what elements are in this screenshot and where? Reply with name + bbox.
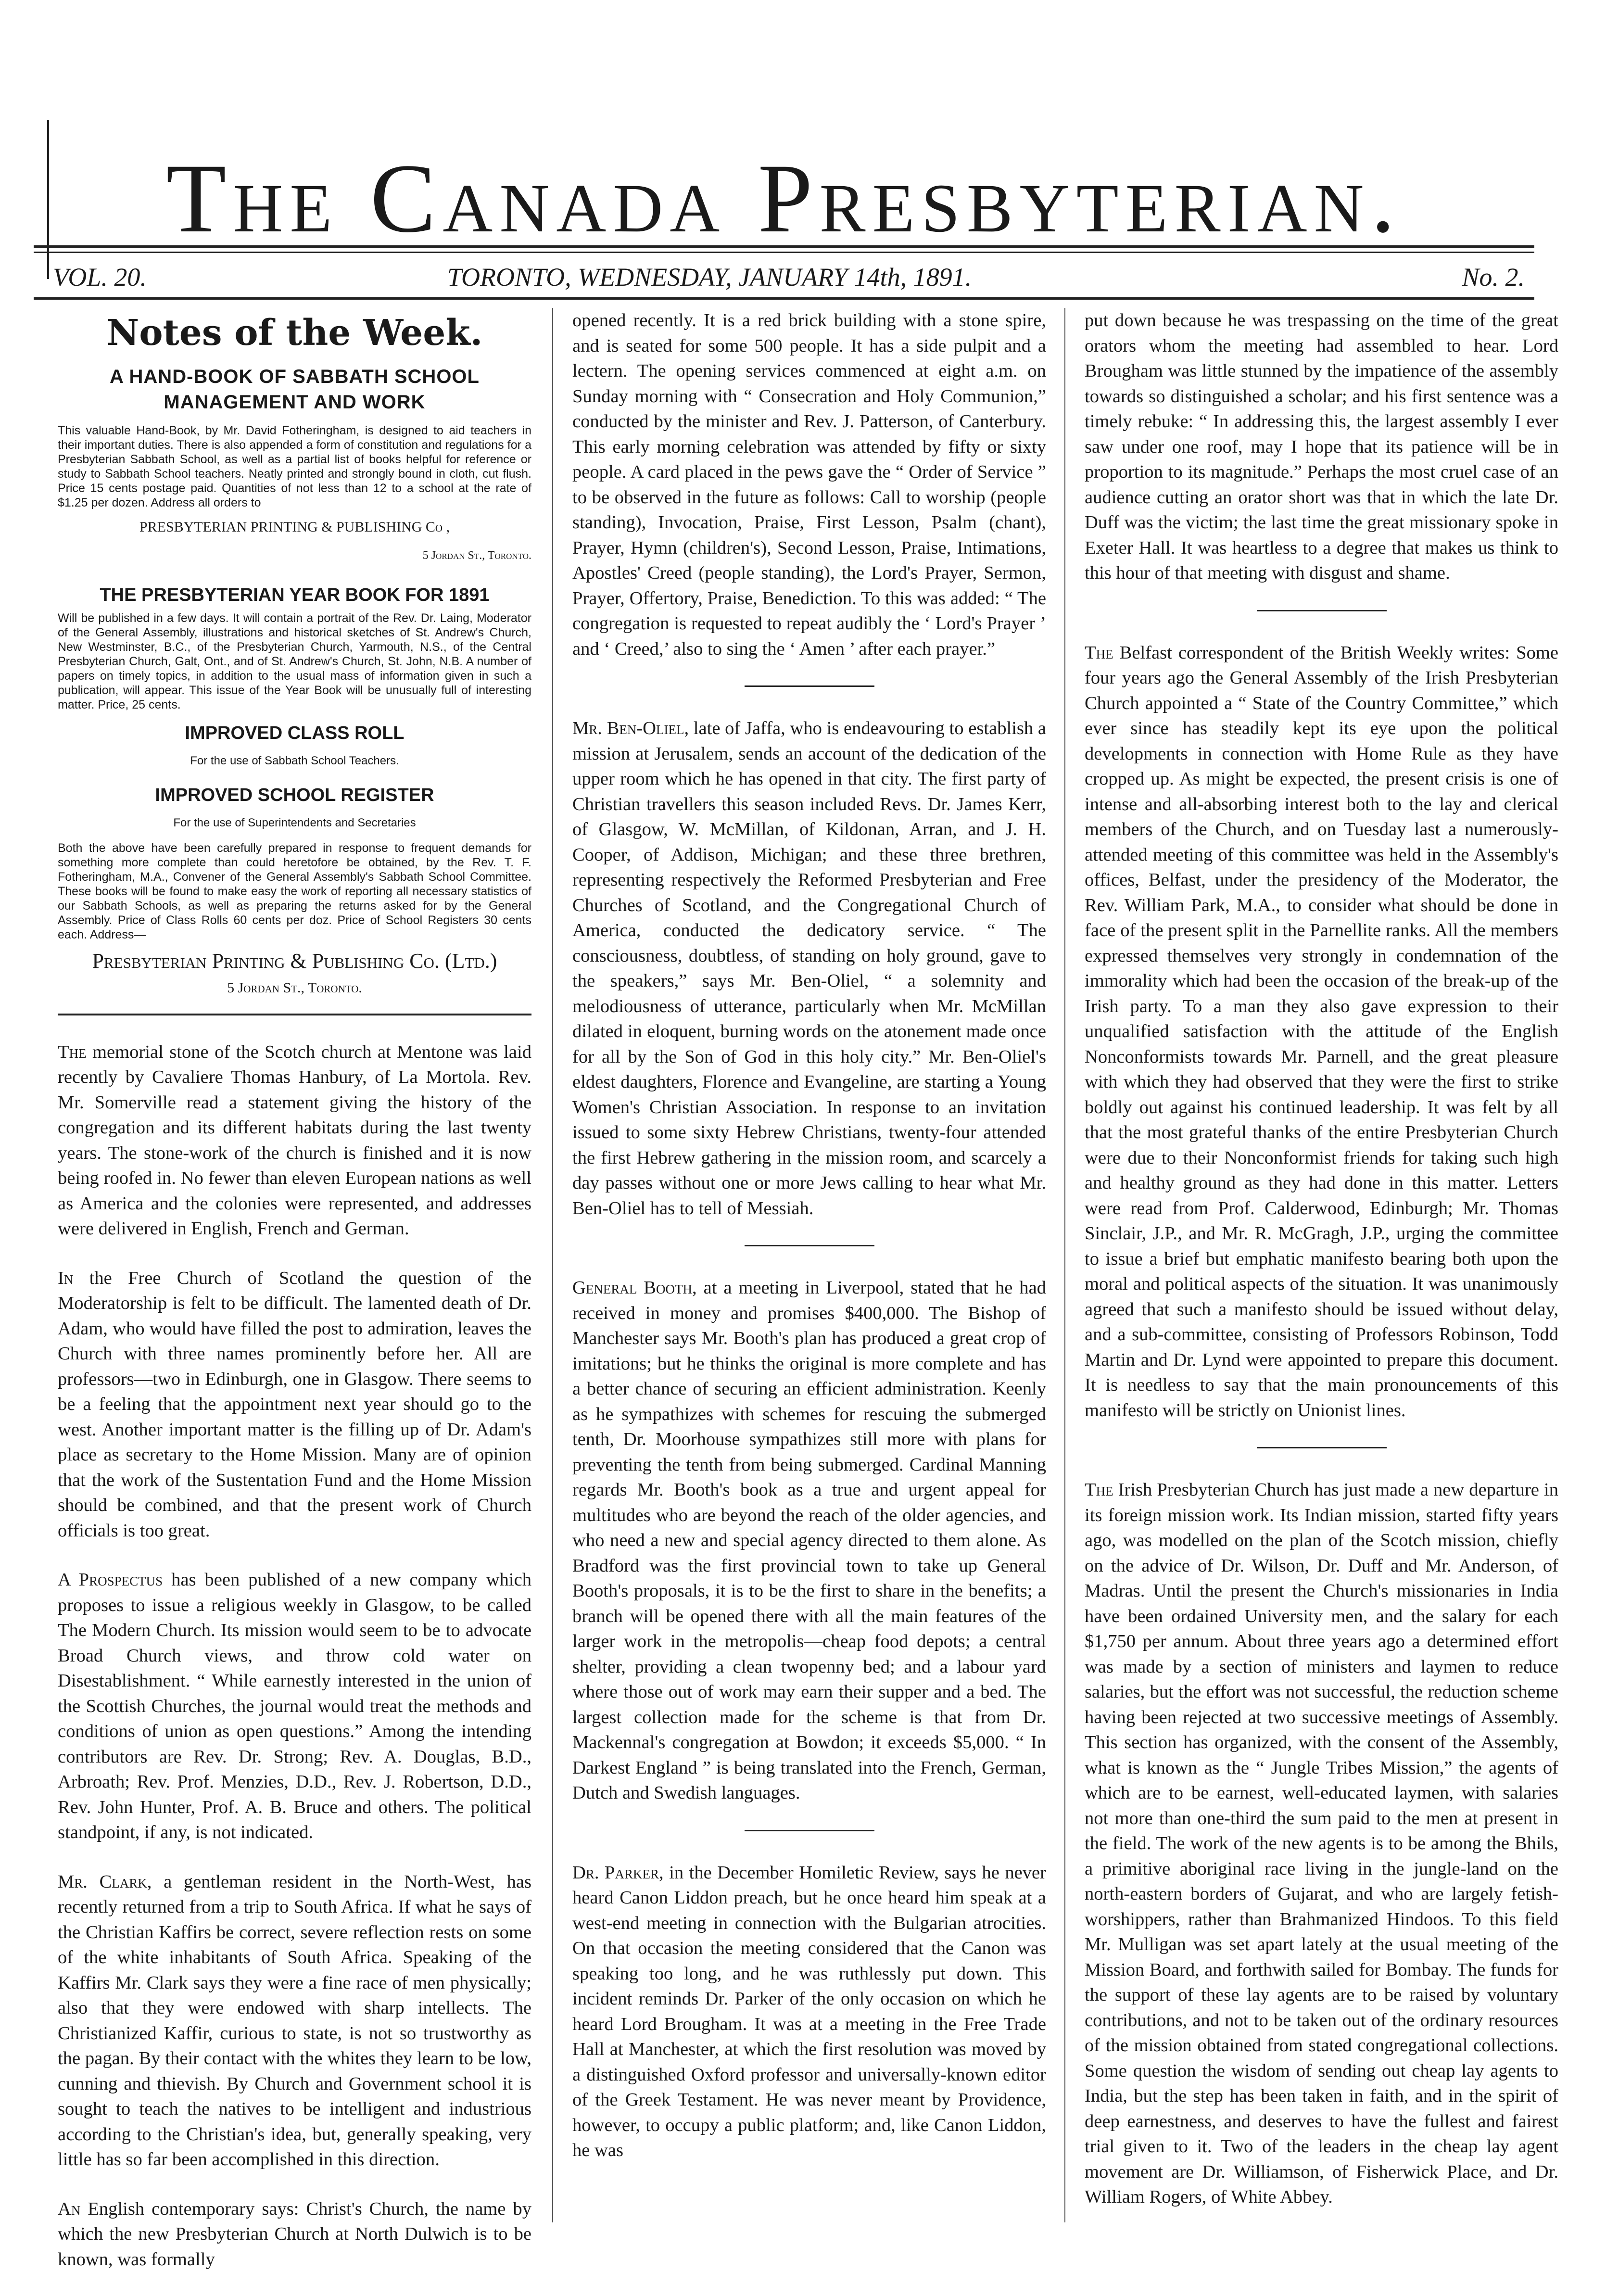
ad-title-class-roll: IMPROVED CLASS ROLL	[185, 723, 405, 743]
ad-divider	[58, 1014, 531, 1015]
article-text: in the December Homiletic Review, says he never heard Canon Liddon preach, but he once heard him speak at a west-end meeting in connection with the Bulgarian atrocities. On that occasion the meeting considered that the Canon was speaking too long, and he was ruthlessly put down. This incident reminds Dr. Parker of the only occasion on which he heard Lord Brougham. It was at a meeting in the Free Trade Hall at Manchester, at which the first resolution was moved by a distinguished Oxford professor and universally-known editor of the Greek Testament. He was never meant by Providence, however, to occupy a public platform; and, like Canon Liddon, he was	[572, 1862, 1046, 2160]
masthead-rule	[34, 245, 1534, 253]
ad-text-school-register: Both the above have been carefully prepared in response to frequent demands for something more complete than could heretofore be obtained, by the Rev. T. F. Fotheringham, M.A., Convener of the General Assembly's Sabbath School Committee. These books will be found to make easy the work of reporting all necessary statistics of our Sabbath Schools, as well as preparing the returns asked for by the General Assembly. Price of Class Rolls 60 cents per doz. Price of School Registers 30 cents each. Address—	[58, 841, 531, 941]
article-paragraph	[1085, 308, 1558, 586]
article-paragraph	[572, 308, 1046, 661]
article-text: memorial stone of the Scotch church at Mentone was laid recently by Cavaliere Thomas Hanbury, of La Mortola. Rev. Mr. Somerville read a statement giving the history of the congregation and its different habitats during the last twenty years. The stone-work of the church is finished and it is now being roofed in. No fewer than eleven European nations as well as America and the colonies were represented, and addresses were delivered in English, French and German.	[58, 1041, 531, 1239]
ad-text-yearbook: Will be published in a few days. It will contain a portrait of the Rev. Dr. Laing, Moderator of the General Assembly, illustrations and historical sketches of St. Andrew's Church, New Westminster, B.C., of the Presbyterian Church, Yarmouth, N.S., of the Central Presbyterian Church, Galt, Ont., and of St. Andrew's Church, St. John, N.B. A number of papers on timely topics, in addition to the usual mass of information given in such a publication, will appear. This issue of the Year Book will be unusually full of interesting matter. Price, 25 cents.	[58, 611, 531, 711]
ad-title-handbook: A HAND-BOOK OF SABBATH SCHOOL MANAGEMENT AND WORK	[110, 366, 480, 413]
article-paragraph	[1085, 640, 1558, 1423]
article-text: the Free Church of Scotland the question of the Moderatorship is felt to be difficult. The lamented death of Dr. Adam, who would have filled the post to admiration, leaves the Church with three names prominently before her. All are professors—two in Edinburgh, one in Glasgow. There seems to be a feeling that the appointment next year should go to the west. Another important matter is the filling up of Dr. Adam's place as secretary to the Home Mission. Many are of opinion that the work of the Sustentation Fund and the Home Mission should be combined, and that the present work of Church officials is too great.	[58, 1268, 531, 1541]
ad-text-handbook: This valuable Hand-Book, by Mr. David Fotheringham, is designed to aid teachers in their important duties. There is also appended a form of constitution and regulations for a Presbyterian Sabbath School, as well as a partial list of books helpful for reference or study to Sabbath School teachers. Neatly printed and strongly bound in cloth, cut flush. Price 15 cents postage paid. Quantities of not less than 12 to a school at the rate of $1.25 per dozen. Address all orders to	[58, 424, 531, 510]
article-separator	[745, 1245, 874, 1246]
article-text: Belfast correspondent of the British Weekly writes: Some four years ago the General Assembly of the Irish Presbyterian Church appointed a “ State of the Country Committee,” which ever since has steadily kept its eye upon the political developments in connection with Home Rule as they have cropped up. As might be expected, the present crisis is one of intense and all-absorbing interest both to the lay and clerical members of the Church, and on Tuesday last a numerously-attended meeting of this committee was held in the Assembly's offices, Belfast, under the presidency of the Moderator, the Rev. William Park, M.A., to consider what should be done in face of the present split in the Parnellite ranks. All the members expressed themselves very strongly in condemnation of the immorality which had been the occasion of the break-up of the Irish party. To a man they also gave expression to their unqualified satisfaction with the attitude of the English Nonconformists towards Mr. Parnell, and the great pleasure with which they had observed that they were the first to strike boldly out against his continued leadership. It was felt by all that the most grateful thanks of the entire Presbyterian Church were due to their Nonconformist friends for taking such high and healthy ground as they had done in this matter. Letters were read from Prof. Calderwood, Edinburgh; Mr. Thomas Sinclair, J.P., and Mr. R. McGragh, J.P., urging the committee to issue a brief but emphatic manifesto bearing both upon the moral and political aspects of the situation. It was unanimously agreed that such a manifesto should be issued without delay, and a sub-committee, consisting of Professors Robinson, Todd Martin and Dr. Lynd were appointed to prepare this document. It is needless to say that the main pronouncements of this manifesto will be strictly on Unionist lines.	[1085, 642, 1558, 1421]
article-separator	[1257, 610, 1387, 611]
article-separator	[1257, 1447, 1387, 1448]
article-paragraph	[572, 1275, 1046, 1806]
article-paragraph	[58, 1869, 531, 2172]
article-lead: A Prospectus	[58, 1570, 163, 1590]
column-rule	[552, 308, 553, 2222]
article-lead: General Booth,	[572, 1278, 697, 1298]
article-lead: Mr. Clark,	[58, 1871, 152, 1892]
article-text: a gentleman resident in the North-West, has recently returned from a trip to South Africa. If what he says of the Christian Kaffirs be correct, severe reflection rests on some of the white inhabitants of South Africa. Speaking of the Kaffirs Mr. Clark says they were a fine race of men physically; also that they were endowed with sharp intellects. The Christianized Kaffir, curious to state, is not so trustworthy as the pagan. By their contact with the whites they learn to be low, cunning and thievish. By Church and Government school it is sought to teach the natives to be intelligent and industrious according to the Christian's idea, but, generally speaking, very little has so far been accomplished in this direction.	[58, 1871, 531, 2170]
ad-title-school-register: IMPROVED SCHOOL REGISTER	[155, 785, 434, 805]
article-lead: The	[58, 1041, 87, 1062]
article-separator	[745, 685, 874, 687]
article-paragraph	[572, 1860, 1046, 2163]
publisher-name: Presbyterian Printing & Publishing Co. (Ltd.)	[92, 949, 497, 973]
column-3	[1085, 308, 1558, 2234]
publisher-address: 5 Jordan St., Toronto.	[227, 980, 362, 996]
article-text: put down because he was trespassing on the time of the great orators whom the meeting had assembled to hear. Lord Brougham was little stunned by the impatience of the assembly towards so distinguished a scholar; and his first sentence was a timely rebuke: “ In addressing this, the largest assembly I ever saw under one roof, may I hope that its patience will be in proportion to its magnitude.” Perhaps the most cruel case of an audience cutting an orator short was that in which the late Dr. Duff was the victim; the last time the great missionary spoke in Exeter Hall. It was heartless to a degree that makes us think to this hour of that meeting with disgust and shame.	[1085, 310, 1558, 583]
ad-title-yearbook: THE PRESBYTERIAN YEAR BOOK FOR 1891	[100, 585, 490, 606]
article-paragraph	[1085, 1477, 1558, 2210]
column-rule	[1064, 308, 1065, 2222]
section-title: Notes of the Week.	[106, 312, 483, 354]
ad-publisher: PRESBYTERIAN PRINTING & PUBLISHING Co ,	[139, 519, 450, 535]
volume-number: VOL. 20.	[53, 263, 147, 292]
issue-date: TORONTO, WEDNESDAY, JANUARY 14th, 1891.	[447, 263, 972, 292]
article-paragraph	[58, 1040, 531, 1242]
article-lead: An	[58, 2198, 81, 2219]
article-text: late of Jaffa, who is endeavouring to establish a mission at Jerusalem, sends an account of the dedication of the upper room which he has opened in that city. The first party of Christian travellers this season included Revs. Dr. James Kerr, of Glasgow, W. McMillan, of Kildonan, Arran, and J. H. Cooper, of Addison, Michigan; and these three brethren, representing respectively the Reformed Presbyterian and Free Churches of Scotland, and the Congregational Church of America, conducted the dedicatory service. “ The consciousness, doubtless, of standing on holy ground, gave to the speakers,” says Mr. Ben-Oliel, “ a solemnity and melodiousness of utterance, particularly when Mr. McMillan dilated in eloquent, burning words on the atonement made once for all by the Son of God in this holy city.” Mr. Ben-Oliel's eldest daughters, Florence and Evangeline, are starting a Young Women's Christian Association. In response to an invitation issued to some sixty Hebrew Christians, twenty-four attended the first Hebrew gathering in the mission room, and scarcely a day passes without one or more Jews calling to hear what Mr. Ben-Oliel has to tell of Messiah.	[572, 718, 1046, 1218]
article-separator	[745, 1830, 874, 1831]
article-lead: In	[58, 1268, 74, 1288]
article-paragraph	[58, 1567, 531, 1845]
article-lead: The	[1085, 1480, 1113, 1500]
dateline-rule	[34, 297, 1534, 300]
column-1	[58, 308, 531, 2296]
dateline	[53, 262, 1525, 291]
article-paragraph	[58, 1266, 531, 1544]
article-paragraph	[58, 2196, 531, 2272]
ad-address: 5 Jordan St., Toronto.	[422, 549, 531, 562]
article-text: English contemporary says: Christ's Church, the name by which the new Presbyterian Church at North Dulwich is to be known, was formally	[58, 2198, 531, 2270]
ad-subtitle-school-register: For the use of Superintendents and Secretaries	[173, 816, 416, 830]
article-text: Irish Presbyterian Church has just made a new departure in its foreign mission work. Its Indian mission, started fifty years ago, was modelled on the plan of the Scotch mission, chiefly on the advice of Dr. Wilson, Dr. Duff and Mr. Anderson, of Madras. Until the present the Church's missionaries in India have been ordained University men, and the salary for each $1,750 per annum. About three years ago a determined effort was made by a section of ministers and laymen to reduce salaries, but the effort was not successful, the reduction scheme having been rejected at two successive meetings of Assembly. This section has organized, with the consent of the Assembly, what is known as the “ Jungle Tribes Mission,” the agents of which are to be earnest, well-educated laymen, with salaries not more than one-third the sum paid to the men at present in the field. The work of the new agents is to be among the Bhils, a primitive aboriginal race living in the jungle-land on the north-eastern borders of Gujarat, and who are largely fetish-worshippers, rather than Brahmanized Hindoos. To this field Mr. Mulligan was set apart lately at the usual meeting of the Mission Board, and forthwith sailed for Bombay. The funds for the support of these lay agents are to be raised by voluntary contributions, and not to be taken out of the ordinary resources of the mission obtained from stated congregational collections. Some question the wisdom of sending out cheap lay agents to India, but the step has been taken in faith, and in the spirit of deep earnestness, and deserves to have the fullest and fairest trial given to it. Two of the leaders in the cheap lay agent movement are Dr. Williamson, of Fisherwick Place, and Dr. William Rogers, of White Abbey.	[1085, 1480, 1558, 2207]
article-lead: Mr. Ben-Oliel,	[572, 718, 689, 738]
column-2	[572, 308, 1046, 2187]
article-text: at a meeting in Liverpool, stated that he had received in money and promises $400,000. The Bishop of Manchester says Mr. Booth's plan has produced a great crop of imitations; but he thinks the original is more complete and has a better chance of securing an efficient administration. Keenly as he sympathizes with schemes for rescuing the submerged tenth, Dr. Moorhouse sympathizes still more with plans for preventing the tenth from being submerged. Cardinal Manning regards Mr. Booth's book as a true and urgent appeal for multitudes who are beyond the reach of the older agencies, and who need a new and special agency directed to them alone. As Bradford was the first provincial town to take up General Booth's proposals, it is to be the first to share in the benefits; a branch will be opened there with all the main features of the larger work in the metropolis—cheap food depots; a central shelter, providing a clean twopenny bed; and a labour yard where those out of work may earn their supper and a bed. The largest collection made for the scheme is that from Dr. Mackennal's congregation at Bowdon; it exceeds $5,000. “ In Darkest England ” is being translated into the French, German, Dutch and Swedish languages.	[572, 1278, 1046, 1803]
ad-subtitle-class-roll: For the use of Sabbath School Teachers.	[190, 754, 399, 768]
article-text: opened recently. It is a red brick building with a stone spire, and is seated for some 500 people. It has a side pulpit and a lectern. The opening services commenced at eight a.m. on Sunday morning with “ Consecration and Holy Communion,” conducted by the minister and Rev. J. Patterson, of Canterbury. This early morning celebration was attended by fifty or sixty people. A card placed in the pews gave the “ Order of Service ” to be observed in the future as follows: Call to worship (people standing), Invocation, Praise, First Lesson, Psalm (chant), Prayer, Hymn (children's), Second Lesson, Praise, Intimations, Apostles' Creed (people standing), the Lord's Prayer, Sermon, Prayer, Offertory, Praise, Benediction. To this was added: “ The congregation is requested to repeat audibly the ‘ Lord's Prayer ’ and ‘ Creed,’ also to sing the ‘ Amen ’ after each prayer.”	[572, 310, 1046, 659]
issue-number: No. 2.	[1462, 263, 1525, 292]
article-lead: Dr. Parker,	[572, 1862, 664, 1883]
article-paragraph	[572, 716, 1046, 1221]
article-text: has been published of a new company which proposes to issue a religious weekly in Glasgow, to be called The Modern Church. Its mission would seem to be to advocate Broad Church views, and throw cold water on Disestablishment. “ While earnestly interested in the union of the Scottish Churches, the journal would treat the methods and conditions of union as open questions.” Among the intending contributors are Rev. Dr. Strong; Rev. A. Douglas, B.D., Arbroath; Rev. Prof. Menzies, D.D., Rev. J. Robertson, D.D., Rev. John Hunter, Prof. A. B. Bruce and others. The political standpoint, if any, is not indicated.	[58, 1570, 531, 1843]
article-lead: The	[1085, 642, 1113, 663]
newspaper-title: The Canada Presbyterian.	[166, 144, 1402, 253]
